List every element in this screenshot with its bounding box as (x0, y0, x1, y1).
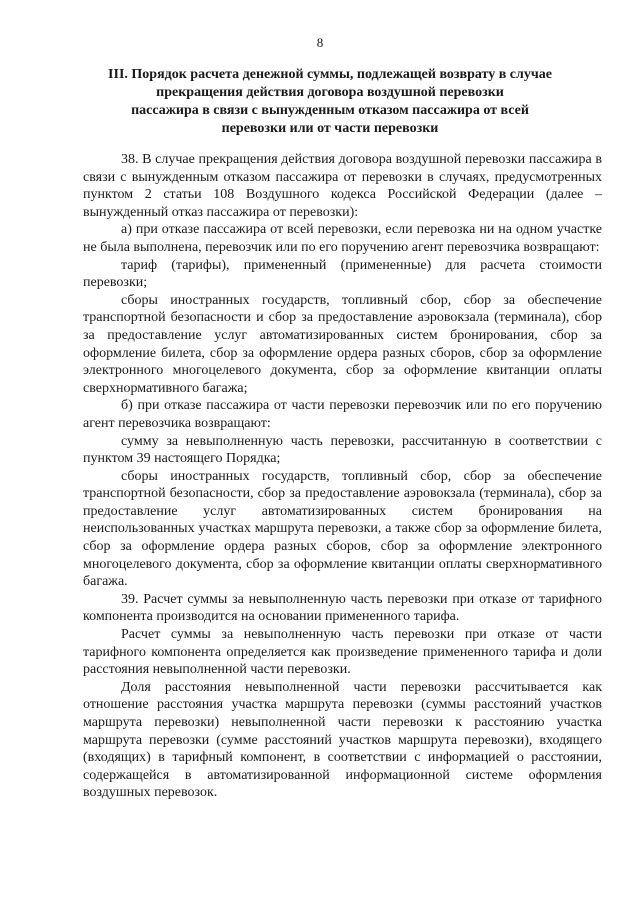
paragraph-38-intro: 38. В случае прекращения действия договора воздушной перевозки пассажира в связи с вынужденным отказом пассажира от перевозки в случаях, предусмотренных пунктом 2 статьи 108 Воздушного кодекса Российской Федерации (далее – вынужденный отказ пассажира от перевозки): (83, 152, 602, 220)
body-text (83, 151, 602, 802)
paragraph-38a-fees: сборы иностранных государств, топливный сбор, сбор за обеспечение транспортной безопасности и сбор за предоставление аэровокзала (терминала), сбор за предоставление услуг автоматизированных систем бронирования, сбор за оформление билета, сбор за оформление ордера разных сборов, сбор за оформление электронного многоцелевого документа, сбор за оформление квитанции оплаты сверхнормативного багажа; (83, 292, 602, 396)
section-heading (70, 66, 590, 138)
heading-line: III. Порядок расчета денежной суммы, подлежащей возврату в случае (108, 67, 552, 82)
paragraph-39-share: Доля расстояния невыполненной части перевозки рассчитывается как отношение расстояния участка маршрута перевозки (суммы расстояний участков маршрута перевозки) невыполненной части перевозки к расстоянию участка маршрута перевозки (сумме расстояний участков маршрута перевозки), входящего (входящих) в тарифный компонент, в соответствии с информацией о расстоянии, содержащейся в автоматизированной информационной системе оформления воздушных перевозок. (83, 679, 602, 801)
heading-line: прекращения действия договора воздушной перевозки (156, 85, 504, 100)
heading-line: пассажира в связи с вынужденным отказом пассажира от всей (131, 103, 529, 118)
paragraph-38a: а) при отказе пассажира от всей перевозки, если перевозка ни на одном участке не была выполнена, перевозчик или по его поручению агент перевозчика возвращают: (83, 222, 602, 255)
paragraph-39-partial: Расчет суммы за невыполненную часть перевозки при отказе от части тарифного компонента определяется как произведение примененного тарифа и доли расстояния невыполненной части перевозки. (83, 627, 602, 678)
heading-line: перевозки или от части перевозки (221, 121, 439, 136)
page-number: 8 (316, 35, 324, 50)
paragraph-38b-fees: сборы иностранных государств, топливный сбор, сбор за обеспечение транспортной безопасности, сбор за предоставление аэровокзала (терминала), сбор за предоставление услуг автоматизированных систем бронирования на неиспользованных участках маршрута перевозки, а также сбор за оформление билета, сбор за оформление ордера разных сборов, сбор за оформление электронного многоцелевого документа, сбор за оформление квитанции оплаты сверхнормативного багажа. (83, 468, 602, 590)
paragraph-38a-tariff: тариф (тарифы), примененный (примененные) для расчета стоимости перевозки; (83, 257, 602, 291)
paragraph-38b-sum: сумму за невыполненную часть перевозки, рассчитанную в соответствии с пунктом 39 настоящего Порядка; (83, 433, 602, 467)
paragraph-39: 39. Расчет суммы за невыполненную часть перевозки при отказе от тарифного компонента производится на основании примененного тарифа. (83, 591, 602, 625)
paragraph-38b: б) при отказе пассажира от части перевозки перевозчик или по его поручению агент перевозчика возвращают: (83, 398, 602, 431)
